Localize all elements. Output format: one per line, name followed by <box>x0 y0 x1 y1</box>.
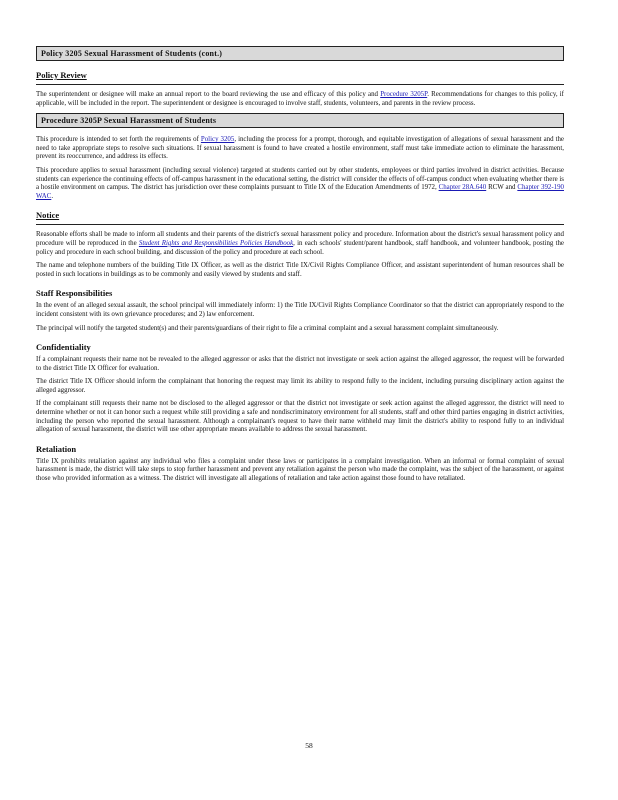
policy-review-heading: Policy Review <box>36 70 87 80</box>
staff-paragraph-1: In the event of an alleged sexual assault, the school principal will immediately inform: 1) the Title IX/Civil Rights Compliance Coordinator so that the district can appropriately respond to the incident consistent with its own grievance procedures; and 2) law enforcement. <box>36 302 564 318</box>
confidentiality-paragraph-1: If a complainant requests their name not be revealed to the alleged aggressor or asks that the district not investigate or seek action against the alleged aggressor, the request will be forwarded to the district Title IX Officer for evaluation. <box>36 356 564 372</box>
procedure-paragraph-2 <box>36 167 564 201</box>
notice-paragraph-2: The name and telephone numbers of the building Title IX Officer, as well as the district Title IX/Civil Rights Compliance Officer, and assistant superintendent of human resources shall be posted in such locations in buildings as to be commonly and easily viewed by students and staff. <box>36 262 564 278</box>
document-page <box>36 46 564 489</box>
chapter-28a-640-link[interactable]: Chapter 28A.640 <box>438 184 487 192</box>
page-number: 58 <box>305 741 313 750</box>
student-rights-handbook-link[interactable]: Student Rights and Responsibilities Policies Handbook <box>138 239 294 247</box>
policy-header-bar: Policy 3205 Sexual Harassment of Students (cont.) <box>36 46 564 61</box>
text-run: , including the process for a prompt, thorough, and equitable investigation of allegations of sexual harassment and the need to take appropriate steps to resolve such situations. If sexual harassment is found to have created a hostile environment, staff must take immediate action to eliminate the harassment, prevent its reoccurrence, and address its effects. <box>36 136 564 161</box>
text-run: . <box>51 192 54 200</box>
notice-paragraph-1 <box>36 231 564 257</box>
text-run: RCW and <box>488 184 516 192</box>
text-run: Reasonable efforts shall be made to inform all students and their parents of the district's sexual harassment policy and procedure. Information about the district's sexual harassment policy and procedure will be reproduced in the <box>36 231 564 247</box>
text-run: This procedure applies to sexual harassment (including sexual violence) targeted at students carried out by other students, employees or third parties involved in district activities. Because students can experience the continuing effects of off-campus harassment in the educational setting, the district will consider the effects of off-campus conduct when evaluating whether there is a hostile environment on campus. The district has jurisdiction over these complaints pursuant to Title IX of the Education Amendments of 1972, <box>36 166 564 192</box>
retaliation-paragraph: Title IX prohibits retaliation against any individual who files a complaint under these laws or participates in a complaint investigation. When an informal or formal complaint of sexual harassment is made, the district will take steps to stop further harassment and prevent any retaliation against the person who made the complaint, was the subject of the harassment, or against those who provided information as a witness. The district will investigate all allegations of retaliation and take action against those found to have retaliated. <box>36 457 564 483</box>
text-run: . Recommendations for changes to this policy, if applicable, will be included in the report. The superintendent or designee is encouraged to involve staff, students, volunteers, and parents in the review process. <box>36 91 564 107</box>
text-run: The superintendent or designee will make an annual report to the board reviewing the use and efficacy of this policy and <box>36 91 378 98</box>
procedure-3205p-link[interactable]: Procedure 3205P <box>380 91 428 98</box>
procedure-header-bar: Procedure 3205P Sexual Harassment of Students <box>36 113 564 128</box>
text-run: , in each schools' student/parent handbook, staff handbook, and volunteer handbook, posting the policy and procedure in each school building, and discussion of the policy and procedure at each school. <box>36 239 564 256</box>
confidentiality-paragraph-2: The district Title IX Officer should inform the complainant that honoring the request may limit its ability to respond fully to the incident, including pursuing disciplinary action against the alleged aggressor. <box>36 378 564 394</box>
staff-responsibilities-heading: Staff Responsibilities <box>36 288 113 299</box>
chapter-392-190-wac-link[interactable]: Chapter 392-190 WAC <box>36 184 564 200</box>
section-divider <box>36 224 564 225</box>
policy-review-paragraph <box>36 91 564 108</box>
retaliation-heading: Retaliation <box>36 443 77 454</box>
procedure-paragraph-1 <box>36 136 564 162</box>
staff-paragraph-2: The principal will notify the targeted student(s) and their parents/guardians of their right to file a criminal complaint and a sexual harassment complaint simultaneously. <box>36 324 499 332</box>
text-run: This procedure is intended to set forth the requirements of <box>36 136 199 144</box>
section-divider <box>36 84 564 85</box>
notice-heading: Notice <box>36 210 60 221</box>
confidentiality-heading: Confidentiality <box>36 342 91 353</box>
confidentiality-paragraph-3: If the complainant still requests their name not be disclosed to the alleged aggressor or that the district not investigate or seek action against the alleged aggressor, the district will need to determine whether or not it can honor such a request while still providing a safe and nondiscriminatory environment for all students, staff and other third parties engaging in district activities, including the person who reported the sexual harassment. Although a complainant's request to have their name withheld may limit the district's ability to respond fully to an individual allegation of sexual harassment, the district will use other appropriate means available to address the sexual harassment. <box>36 400 564 434</box>
policy-3205-link[interactable]: Policy 3205 <box>200 136 235 144</box>
